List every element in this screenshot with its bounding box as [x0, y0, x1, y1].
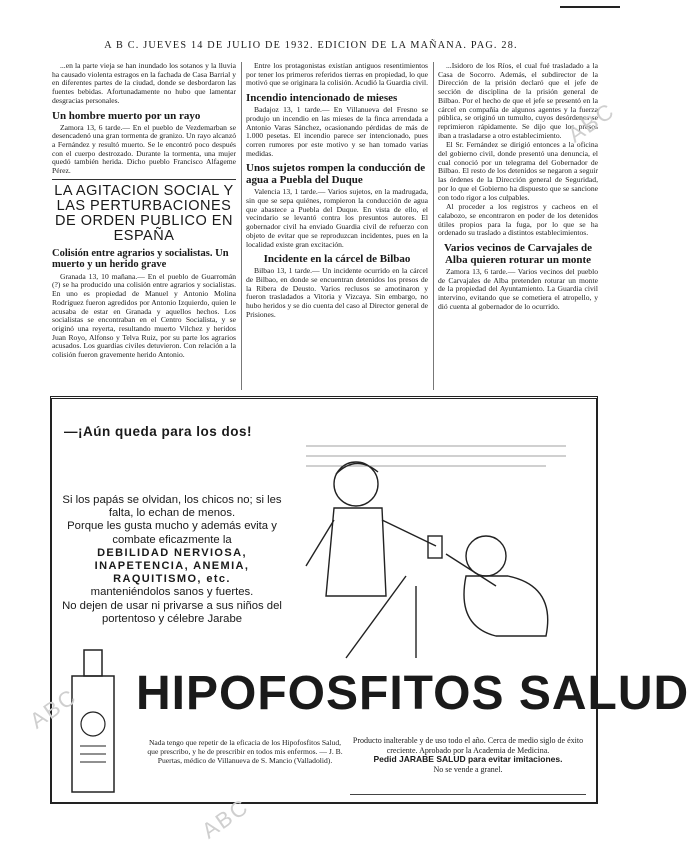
ad-caps-2: INAPETENCIA, ANEMIA,: [94, 560, 250, 573]
ad-line-4: No dejen de usar ni privarse a sus niños del portentoso y célebre Jarabe: [62, 599, 282, 625]
col2-body-carcel: Bilbao 13, 1 tarde.— Un incidente ocurrido en la cárcel de Bilbao, en donde se encuentran detenidos los presos de la Ribera de Deusto. Varios reclusos se amotinaron y fueron trasladados a Vitoria y Vizcaya. Sin embargo, no hubo heridos y se dio cuenta del caso al Director general de Prisiones.: [246, 266, 428, 319]
col3-body-3: Zamora 13, 6 tarde.— Varios vecinos del pueblo de Carvajales de Alba pretenden roturar un monte de la propiedad del Ayuntamiento. La Guardia civil intervino, evitando que se cometiera el atropello, y dió cuenta al gobernador de lo ocurrido.: [438, 267, 598, 311]
col1-intro: ...en la parte vieja se han inundado los sotanos y la lluvia ha causado violenta estragos en la fachada de Casa Barrial y en diferentes partes de la ciudad, donde se desbordaron las fuentes bebidas. Afortunadamente no hubo que lamentar desgracias personales.: [52, 61, 236, 105]
ad-caps-3: RAQUITISMO, etc.: [113, 573, 231, 586]
ad-brand: HIPOFOSFITOS SALUD: [136, 667, 689, 720]
bottle-icon: [62, 646, 124, 794]
column-2: [246, 62, 428, 392]
ad-box-line-2: Pedid JARABE SALUD para evitar imitaciones.: [373, 754, 563, 765]
col1-body-rayo: Zamora 13, 6 tarde.— En el pueblo de Vezdemarban se desencadenó una gran tormenta de granizo. Un rayo alcanzó a Fernández y resultó muerto. Se le encontró poco después con el cuerpo destrozado. Durante la tormenta, una mujer quedó también herida. Dicho pueblo Francisco Alfageme Pérez.: [52, 122, 236, 176]
col2-headline-carcel: Incidente en la cárcel de Bilbao: [263, 253, 411, 266]
col3-headline-carvajales: Varios vecinos de Carvajales de Alba quieren roturar un monte: [443, 242, 593, 267]
ad-box-line-1: Producto inalterable y de uso todo el año. Cerca de medio siglo de éxito creciente. Aprobado por la Academia de Medicina.: [352, 736, 584, 755]
col1-body-colision: Granada 13, 10 mañana.— En el pueblo de Guarromán (?) se ha producido una colisión entre agrarios y socialistas. En uno es propiedad de Manuel y Antonio Molina Rodríguez fueron agredidos por Antonio Izquierdo, quien le acusaba de estar en Granada y aquellos hechos. Los socialistas se encontraban en el Centro Socialista, y se originó una reyerta, resultando muerto Vilchez y heridos Juan Royo, Alfonso y Telva Ruiz, por su parte los agrarios acusados. Los guardias civiles detuvieron. Con relación a la colisión fueron gravemente herido Antonio.: [52, 271, 236, 360]
ad-line-2: Porque les gusta mucho y además evita y combate eficazmente la: [67, 520, 277, 546]
children-illustration: [286, 436, 586, 658]
col1-headline-agitacion: LA AGITACION SOCIAL Y LAS PERTURBACIONES DE ORDEN PUBLICO EN ESPAÑA: [54, 182, 234, 244]
watermark: ABC: [197, 793, 254, 844]
col2-headline-conduccion: Unos sujetos rompen la conducción de agua a Puebla del Duque: [246, 162, 426, 187]
ad-heading: —¡Aún queda para los dos!: [64, 424, 253, 439]
column-1: [52, 62, 236, 392]
watermark: ABC: [563, 97, 620, 148]
col2-intro: Entre los protagonistas existían antiguos resentimientos por tener los primeros referidos tierras en propiedad, lo que motivó que se originara la colisión. Acudió la Guardia civil.: [246, 61, 428, 88]
ad-line-1: Si los papás se olvidan, los chicos no; si les falta, lo echan de menos.: [62, 494, 282, 520]
col1-headline-rayo: Un hombre muerto por un rayo: [52, 109, 201, 122]
ad-line-3: manteniéndolos sanos y fuertes.: [90, 586, 254, 599]
ad-info-box: [350, 736, 586, 795]
column-divider: [433, 62, 434, 390]
col2-headline-incendio: Incendio intencionado de mieses: [246, 92, 398, 105]
page-header: A B C. JUEVES 14 DE JULIO DE 1932. EDICION DE LA MAÑANA. PAG. 28.: [104, 40, 518, 51]
col3-intro: ...Isidoro de los Ríos, el cual fué trasladado a la Casa de Socorro. Además, el subdirector de la Dirección de la prisión declaró que el jefe de sección de disciplina de la prisión general de Bilbao. Por el hecho de que el jefe se presentó en la cárcel en compañía de algunos agentes y la fuerza pública, se originó un tumulto, cuyos desórdenes se reprimieron rápidamente. Se dijo que los presos iban a trasladarse a otro establecimiento.: [438, 61, 598, 140]
col3-body-2: Al proceder a los registros y cacheos en el calabozo, se encontraron en poder de los detenidos útiles propios para la fuga, por lo que se ha ordenado su traslado a distintos establecimientos.: [438, 202, 598, 238]
ad-testimonial: Nada tengo que repetir de la eficacia de los Hipofosfitos Salud, que prescribo, y he de prescribir en todos mis enfermos. — J. B. Puertas, médico de Villanueva de S. Mancio (Valladolid).: [147, 738, 343, 765]
col2-body-incendio: Badajoz 13, 1 tarde.— En Villanueva del Fresno se produjo un incendio en las mieses de la finca arrendada a Antonio Varas Sánchez, ocasionando pérdidas de más de 1.000 pesetas. El incendio parece ser intencionado, pues corren rumores por este motivo y se han tomado varias medidas.: [246, 105, 428, 158]
col1-subheadline-colision: Colisión entre agrarios y socialistas. Un muerto y un herido grave: [52, 247, 229, 271]
watermark: ABC: [25, 683, 82, 734]
ad-copy: [58, 494, 286, 626]
ad-caps-1: DEBILIDAD NERVIOSA,: [97, 546, 247, 559]
col2-body-conduccion: Valencia 13, 1 tarde.— Varios sujetos, en la madrugada, sin que se sepa quiénes, rompieron la conducción de agua que abastece a Puebla del Duque. En vista de ello, el vecindario se levantó contra los presuntos autores. El gobernador civil ha enviado Guardia civil de refuerzo con objeto de evitar que se reproduzcan incidentes, pues en la localidad existe gran excitación.: [246, 187, 428, 249]
advertisement: [50, 396, 689, 804]
ad-box-line-3: No se vende a granel.: [433, 764, 503, 774]
col3-body-1: El Sr. Fernández se dirigió entonces a la oficina del gobierno civil, donde presentó una denuncia, el cual conoció por un telegrama del Gobernador de Bilbao. El resto de los detenidos se negaron a seguir las órdenes de la Dirección general de Seguridad, por lo que el Gobierno ha dispuesto que se sancione con todo rigor a los culpables.: [438, 140, 598, 202]
top-rule: [560, 6, 620, 8]
column-3: [438, 62, 598, 392]
col1-rule: [52, 179, 236, 180]
column-divider: [241, 62, 242, 390]
